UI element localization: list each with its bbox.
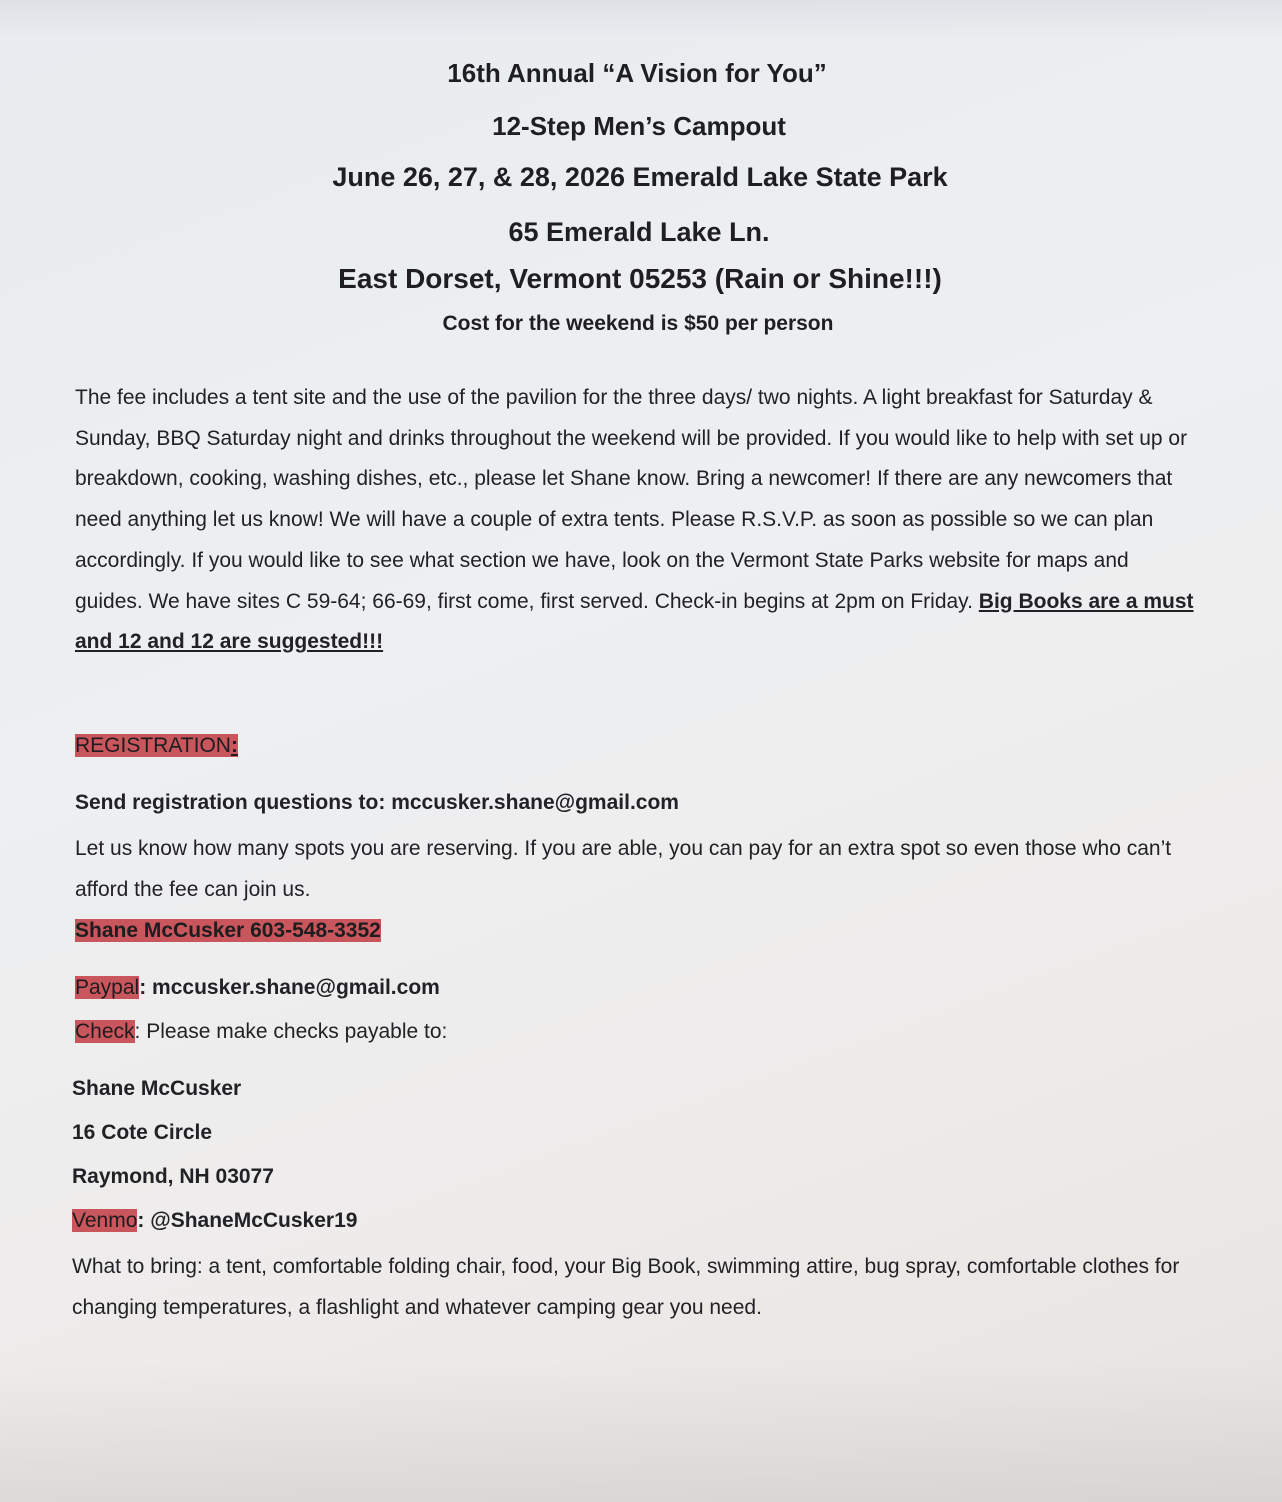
contact-name-phone [75,919,381,943]
what-to-bring-paragraph: What to bring: a tent, comfortable folding chair, food, your Big Book, swimming attire, bug spray, comfortable clothes for changing temperatures, a flashlight and whatever camping gear you need. [72,1255,1180,1319]
venmo-handle: : @ShaneMcCusker19 [137,1209,358,1232]
event-city-address: East Dorset, Vermont 05253 (Rain or Shine!!!) [338,263,942,294]
venmo-line [72,1209,357,1233]
paypal-email: : mccusker.shane@gmail.com [139,976,440,999]
check-instructions: : Please make checks payable to: [134,1020,448,1043]
payee-city: Raymond, NH 03077 [72,1165,274,1188]
paypal-label: Paypal [75,976,140,999]
venmo-label: Venmo [72,1209,138,1232]
registration-heading-label: REGISTRATION [75,734,231,757]
registration-heading [75,734,238,758]
paper-shadow-bottom [0,1362,1282,1502]
payee-name: Shane McCusker [72,1077,242,1100]
registration-spots-paragraph: Let us know how many spots you are reserving. If you are able, you can pay for an extra spot so even those who can’t afford the fee can join us. [75,837,1172,901]
contact-highlight: Shane McCusker 603-548-3352 [75,919,381,942]
event-cost: Cost for the weekend is $50 per person [442,312,834,335]
paper-shadow-top [0,0,1282,40]
check-label: Check [75,1020,135,1043]
intro-paragraph [75,378,1195,663]
event-subtitle: 12-Step Men’s Campout [492,111,786,141]
event-street-address: 65 Emerald Lake Ln. [508,217,770,247]
intro-emphasis: Big Books are a must and 12 and 12 are suggested!!! [75,589,1194,654]
payee-street: 16 Cote Circle [72,1121,213,1144]
intro-text: The fee includes a tent site and the use of the pavilion for the three days/ two nights. A light breakfast for Saturday & Sunday, BBQ Saturday night and drinks throughout the weekend will be provided. If you would like to help with set up or breakdown, cooking, washing dishes, etc., please let Shane know. Bring a newcomer! If there are any newcomers that need anything let us know! We will have a couple of extra tents. Please R.S.V.P. as soon as possible so we can plan accordingly. If you would like to see what section we have, look on the Vermont State Parks website for maps and guides. We have sites C 59-64; 66-69, first come, first served. Check-in begins at 2pm on Friday. [75,386,1188,613]
registration-questions: Send registration questions to: mccusker.shane@gmail.com [75,791,679,814]
paypal-line [75,976,440,1000]
check-line [75,1020,447,1044]
event-dates-location: June 26, 27, & 28, 2026 Emerald Lake State Park [332,162,948,192]
event-title: 16th Annual “A Vision for You” [447,58,827,88]
registration-heading-colon: : [230,734,238,757]
